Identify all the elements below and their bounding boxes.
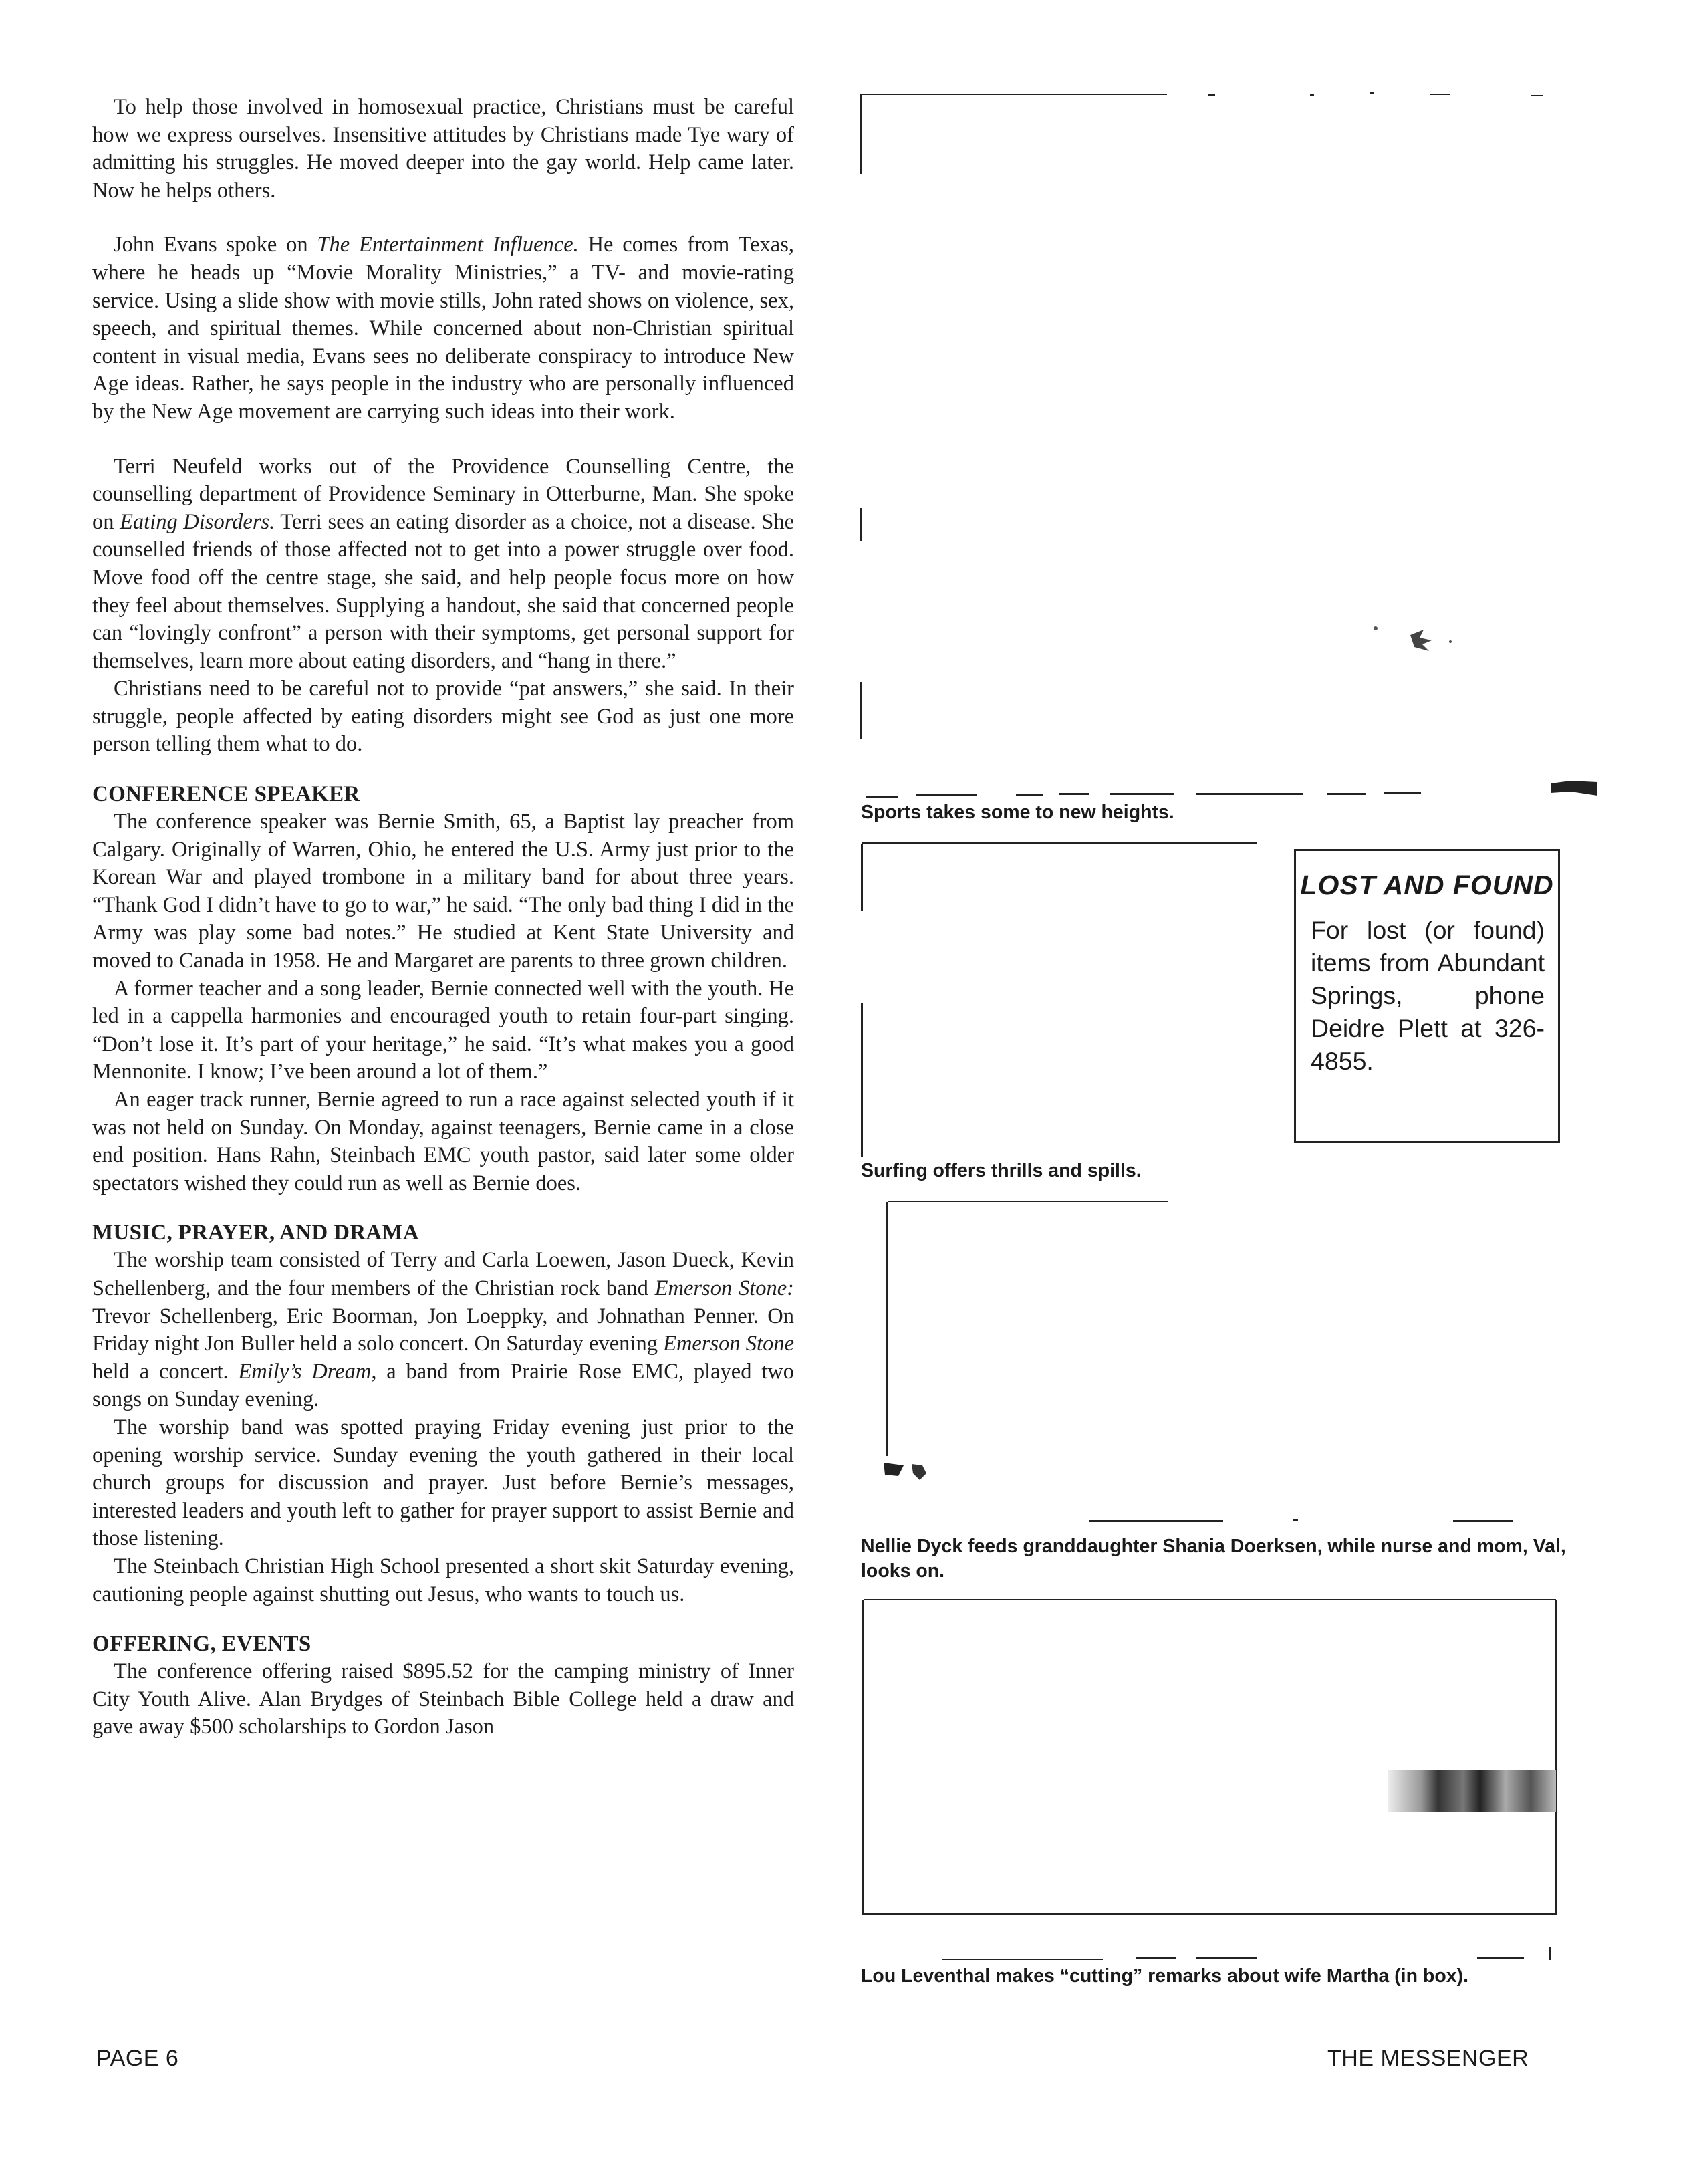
- photo-sports-top-tick-3: [1370, 92, 1374, 94]
- photo-lou-right-edge: [1555, 1600, 1557, 1915]
- photo-nellie-bottom-dash-3: [1453, 1520, 1513, 1522]
- photo-sports-bottom-dash-2: [916, 794, 977, 796]
- photo-sports: [860, 94, 1167, 95]
- photo-surfing-top-edge-1: [862, 842, 1116, 844]
- paragraph-worship-team: The worship team consisted of Terry and Carla Loewen, Jason Dueck, Kevin Schellenberg, and the four members of the Christian rock band Emerson Stone: Trevor Schellenberg, Eric Boorman, Jon Loeppky, and Johnathan Penner. On Friday night Jon Buller held a solo concert. On Saturday evening Emerson Stone held a concert. Emily’s Dream, a band from Prairie Rose EMC, played two songs on Sunday evening.: [92, 1248, 795, 1412]
- paragraph-eating-disorders: Terri Neufeld works out of the Providence Counselling Centre, the counselling department of Providence Seminary in Otterburne, Man. She spoke on Eating Disorders. Terri sees an eating disorder as a choice, not a disease. She counselled friends of those affected not to get into a power struggle over food. Move food off the centre stage, she said, and help people focus more on how they feel about themselves. Supplying a handout, she said that concerned people can “lovingly confront” a person with their symptoms, get personal support for themselves, learn more about eating disorders, and “hang in there.”: [92, 454, 794, 673]
- photo-sports-speckle: [1370, 615, 1464, 675]
- paragraph-bernie-smith: The conference speaker was Bernie Smith, 65, a Baptist lay preacher from Calgary. Originally of Warren, Ohio, he entered the U.S. Army just prior to the Korean War and played trombone in a military band for about three years. “Thank God I didn’t have to go to war,” he said. “The only bad thing I did in the Army was play some bad notes.” He studied at Kent State University and moved to Canada in 1958. He and Margaret are parents to three grown children.: [92, 810, 794, 973]
- photo-sports-bottom-dash-6: [1196, 793, 1303, 795]
- photo-lou-top-edge: [864, 1599, 1556, 1600]
- paragraph-track-runner: An eager track runner, Bernie agreed to run a race against selected youth if it was not held on Sunday. On Monday, against teenagers, Bernie came in a close end position. Hans Rahn, Steinbach EMC youth pastor, said later some older spectators wished they could run as well as Bernie does.: [92, 1088, 794, 1195]
- caption-sports: Sports takes some to new heights.: [861, 802, 1174, 823]
- heading-music-prayer-drama: MUSIC, PRAYER, AND DRAMA: [92, 1221, 420, 1245]
- caption-lou: Lou Leventhal makes “cutting” remarks about wife Martha (in box).: [861, 1965, 1468, 1987]
- photo-sports-bottom-dash-7: [1327, 793, 1366, 795]
- photo-lou-bottom-dash-2: [1136, 1957, 1176, 1959]
- paragraph-worship-band: The worship band was spotted praying Friday evening just prior to the opening worship service. Sunday evening the youth gathered in their local church groups for discussion and prayer. Just before Bernie’s messages, interested leaders and youth left to gather for prayer support to assist Bernie and those listening.: [92, 1415, 794, 1551]
- photo-sports-top-tick-5: [1531, 95, 1543, 96]
- photo-lou-bottom-edge: [864, 1913, 1556, 1915]
- photo-lou-bottom-dash-3: [1196, 1957, 1257, 1959]
- paragraph-offering: The conference offering raised $895.52 for the camping ministry of Inner City Youth Alive. Alan Brydges of Steinbach Bible College held a draw and gave away $500 scholarships to Gordon Jason: [92, 1659, 794, 1739]
- photo-sports-top-tick-2: [1310, 94, 1314, 96]
- lost-and-found-title: LOST AND FOUND: [1300, 870, 1554, 900]
- paragraph-entertainment: John Evans spoke on The Entertainment Influence. He comes from Texas, where he heads up “Movie Morality Ministries,” a TV- and movie-rating service. Using a slide show with movie stills, John rated shows on violence, sex, speech, and spiritual themes. While concerned about non-Christian spiritual content in visual media, Evans sees no deliberate conspiracy to introduce New Age ideas. Rather, he says people in the industry who are personally influenced by the New Age movement are carrying such ideas into their work.: [92, 233, 794, 424]
- photo-nellie-top-edge: [888, 1201, 1168, 1202]
- paragraph-pat-answers: Christians need to be careful not to provide “pat answers,” she said. In their struggle, people affected by eating disorders might see God as just one more person telling them what to do.: [92, 677, 794, 757]
- photo-sports-bottom-dash-1: [866, 796, 898, 798]
- paragraph-song-leader: A former teacher and a song leader, Bernie connected well with the youth. He led in a cappella harmonies and encouraged youth to retain four-part singing. “Don’t lose it. It’s part of your heritage,” he said. “It’s what makes you a good Mennonite. I know; I’ve been around a lot of them.”: [92, 976, 794, 1084]
- caption-nellie: Nellie Dyck feeds granddaughter Shania Doerksen, while nurse and mom, Val, looks on.: [861, 1536, 1566, 1582]
- photo-surfing-left-edge: [861, 844, 863, 911]
- photo-lou-bottom-dash-4: [1477, 1957, 1524, 1959]
- photo-sports-bottom-dash-4: [1059, 793, 1089, 795]
- photo-lou-bottom-dash-5: [1549, 1947, 1551, 1960]
- photo-sports-bottom-dash-3: [1016, 794, 1043, 796]
- photo-lou-bottom-dash-1: [942, 1959, 1103, 1960]
- page-number: PAGE 6: [96, 2046, 179, 2071]
- photo-sports-left-edge: [860, 94, 862, 174]
- article-column: [92, 94, 794, 1741]
- lost-and-found-body: For lost (or found) items from Abundant Springs, phone Deidre Plett at 326-4855.: [1311, 916, 1545, 1075]
- photo-surfing-left-edge-2: [861, 1003, 863, 1157]
- photo-nellie-bottom-dash-1: [1089, 1520, 1223, 1522]
- publication-name: THE MESSENGER: [1327, 2046, 1529, 2071]
- photo-nellie-mark: [881, 1457, 941, 1487]
- heading-offering-events: OFFERING, EVENTS: [92, 1632, 311, 1657]
- photo-sports-bottom-dash-5: [1110, 793, 1174, 795]
- photo-sports-top-tick-1: [1208, 94, 1215, 96]
- photo-sports-corner-mark: [1549, 769, 1600, 802]
- paragraph-homosexual-practice: To help those involved in homosexual practice, Christians must be careful how we express ourselves. Insensitive attitudes by Christians made Tye wary of admitting his struggles. He moved deeper into the gay world. Help came later. Now he helps others.: [92, 95, 794, 203]
- lost-and-found-box: [1294, 849, 1560, 1143]
- heading-conference-speaker: CONFERENCE SPEAKER: [92, 782, 360, 807]
- photo-sports-left-edge-3: [860, 682, 862, 739]
- photo-nellie-left-edge: [886, 1202, 888, 1456]
- photo-sports-top-tick-4: [1430, 94, 1450, 95]
- photo-lou-left-edge: [862, 1600, 864, 1915]
- photo-sports-left-edge-2: [860, 508, 862, 541]
- photo-surfing-top-edge-2: [1116, 842, 1257, 844]
- photo-sports-bottom-dash-8: [1384, 792, 1421, 794]
- caption-surfing: Surfing offers thrills and spills.: [861, 1160, 1142, 1181]
- photo-nellie-bottom-dash-2: [1293, 1519, 1298, 1521]
- paragraph-skit: The Steinbach Christian High School presented a short skit Saturday evening, cautioning people against shutting out Jesus, who wants to touch us.: [92, 1554, 794, 1606]
- photo-lou-detail-strip: [1388, 1770, 1556, 1812]
